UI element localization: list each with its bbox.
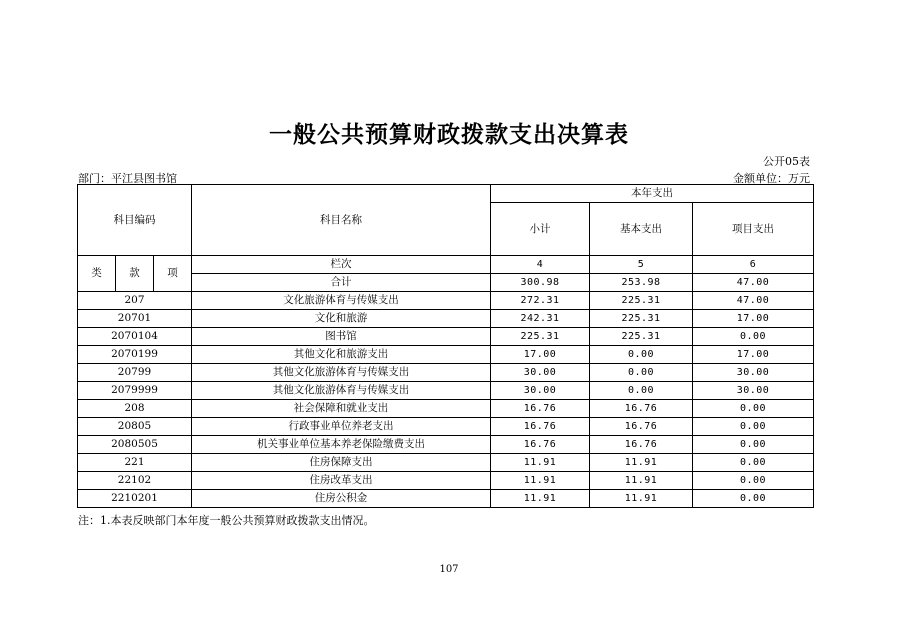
total-project: 47.00 xyxy=(693,274,814,292)
row-subtotal: 272.31 xyxy=(491,292,590,310)
row-code: 221 xyxy=(78,454,192,472)
row-project: 0.00 xyxy=(693,436,814,454)
header-subtotal: 小计 xyxy=(491,203,590,256)
row-subtotal: 16.76 xyxy=(491,436,590,454)
total-basic: 253.98 xyxy=(590,274,693,292)
expenditure-table xyxy=(77,184,814,508)
page-number: 107 xyxy=(439,564,459,575)
row-subtotal: 16.76 xyxy=(491,400,590,418)
header-code: 科目编码 xyxy=(78,185,192,256)
table-row xyxy=(78,436,814,454)
row-project: 30.00 xyxy=(693,364,814,382)
row-basic: 225.31 xyxy=(590,310,693,328)
table-row xyxy=(78,418,814,436)
header-current-year: 本年支出 xyxy=(491,185,814,203)
table-row xyxy=(78,364,814,382)
row-project: 0.00 xyxy=(693,400,814,418)
row-basic: 11.91 xyxy=(590,490,693,508)
table-row xyxy=(78,490,814,508)
header-project: 项目支出 xyxy=(693,203,814,256)
header-row-3 xyxy=(78,256,814,274)
row-subtotal: 30.00 xyxy=(491,364,590,382)
row-name: 图书馆 xyxy=(192,328,491,346)
row-code: 2070104 xyxy=(78,328,192,346)
row-project: 0.00 xyxy=(693,472,814,490)
row-basic: 11.91 xyxy=(590,454,693,472)
row-basic: 11.91 xyxy=(590,472,693,490)
header-name: 科目名称 xyxy=(192,185,491,256)
row-code: 20701 xyxy=(78,310,192,328)
row-name: 住房改革支出 xyxy=(192,472,491,490)
row-basic: 225.31 xyxy=(590,292,693,310)
row-name: 其他文化旅游体育与传媒支出 xyxy=(192,364,491,382)
table-row xyxy=(78,310,814,328)
row-basic: 16.76 xyxy=(590,418,693,436)
unit-label: 金额单位：万元 xyxy=(733,172,810,185)
header-col-5: 5 xyxy=(590,256,693,274)
row-subtotal: 11.91 xyxy=(491,472,590,490)
row-basic: 225.31 xyxy=(590,328,693,346)
row-project: 0.00 xyxy=(693,490,814,508)
row-name: 文化和旅游 xyxy=(192,310,491,328)
row-code: 208 xyxy=(78,400,192,418)
table-row xyxy=(78,382,814,400)
header-lei: 类 xyxy=(78,256,116,292)
row-name: 机关事业单位基本养老保险缴费支出 xyxy=(192,436,491,454)
header-col-6: 6 xyxy=(693,256,814,274)
row-code: 2070199 xyxy=(78,346,192,364)
header-col-index: 栏次 xyxy=(192,256,491,274)
footnote: 注：1.本表反映部门本年度一般公共预算财政拨款支出情况。 xyxy=(78,514,375,527)
row-project: 0.00 xyxy=(693,328,814,346)
table-row xyxy=(78,292,814,310)
row-subtotal: 17.00 xyxy=(491,346,590,364)
header-kuan: 款 xyxy=(116,256,154,292)
row-code: 2210201 xyxy=(78,490,192,508)
page-title: 一般公共预算财政拨款支出决算表 xyxy=(269,122,629,148)
row-name: 其他文化旅游体育与传媒支出 xyxy=(192,382,491,400)
row-subtotal: 16.76 xyxy=(491,418,590,436)
row-project: 17.00 xyxy=(693,346,814,364)
form-id: 公开05表 xyxy=(763,155,810,168)
row-basic: 0.00 xyxy=(590,382,693,400)
row-name: 其他文化和旅游支出 xyxy=(192,346,491,364)
row-basic: 16.76 xyxy=(590,400,693,418)
header-col-4: 4 xyxy=(491,256,590,274)
row-subtotal: 30.00 xyxy=(491,382,590,400)
row-subtotal: 11.91 xyxy=(491,490,590,508)
row-name: 文化旅游体育与传媒支出 xyxy=(192,292,491,310)
row-name: 行政事业单位养老支出 xyxy=(192,418,491,436)
total-label: 合计 xyxy=(192,274,491,292)
row-name: 住房保障支出 xyxy=(192,454,491,472)
header-xiang: 项 xyxy=(154,256,192,292)
department-label: 部门：平江县图书馆 xyxy=(78,172,177,185)
row-code: 22102 xyxy=(78,472,192,490)
row-subtotal: 225.31 xyxy=(491,328,590,346)
total-subtotal: 300.98 xyxy=(491,274,590,292)
row-subtotal: 242.31 xyxy=(491,310,590,328)
row-code: 20799 xyxy=(78,364,192,382)
table-row xyxy=(78,472,814,490)
row-basic: 16.76 xyxy=(590,436,693,454)
row-project: 47.00 xyxy=(693,292,814,310)
row-project: 30.00 xyxy=(693,382,814,400)
row-basic: 0.00 xyxy=(590,346,693,364)
row-name: 住房公积金 xyxy=(192,490,491,508)
row-code: 20805 xyxy=(78,418,192,436)
row-project: 0.00 xyxy=(693,454,814,472)
row-name: 社会保障和就业支出 xyxy=(192,400,491,418)
table-row xyxy=(78,400,814,418)
header-row-1 xyxy=(78,185,814,203)
table-row xyxy=(78,346,814,364)
row-basic: 0.00 xyxy=(590,364,693,382)
table-row xyxy=(78,328,814,346)
row-code: 207 xyxy=(78,292,192,310)
header-basic: 基本支出 xyxy=(590,203,693,256)
row-project: 0.00 xyxy=(693,418,814,436)
row-project: 17.00 xyxy=(693,310,814,328)
row-code: 2079999 xyxy=(78,382,192,400)
table-row xyxy=(78,454,814,472)
row-code: 2080505 xyxy=(78,436,192,454)
row-subtotal: 11.91 xyxy=(491,454,590,472)
